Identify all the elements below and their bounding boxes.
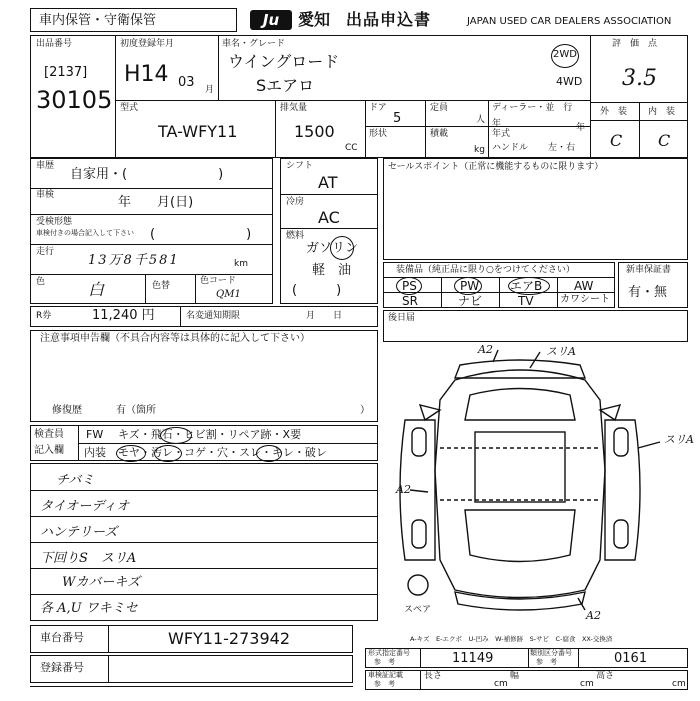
length-label: 長さ [424, 671, 443, 681]
size-row [365, 670, 688, 690]
equip-ps: PS [402, 279, 417, 293]
cc-unit: CC [345, 143, 358, 153]
color-code-value: QM1 [216, 289, 241, 300]
notice-label: 注意事項申告欄（不具合内容等は具体的に記入して下さい） [40, 333, 310, 344]
spare-label: スペア [404, 605, 432, 615]
org-name: 愛知 [298, 10, 331, 29]
ju-logo [250, 10, 292, 30]
bottom-stub [30, 686, 353, 701]
displacement-value: 1500 [294, 122, 335, 141]
storage-label: 車内保管・守衛保管 [39, 13, 157, 28]
lot-label: 出品番号 [36, 39, 73, 49]
ju-logo-text: Ju [262, 11, 280, 29]
equip-tv: TV [518, 294, 534, 308]
era-year: H14 [124, 62, 169, 87]
color-value: 白 [88, 280, 105, 299]
history-value: 自家用・( ) [70, 167, 224, 182]
model-year-unit: 年 [576, 123, 586, 133]
fw-label: FW [86, 428, 104, 441]
chassis-value: WFY11-273942 [168, 629, 291, 648]
diagram-mark-rear: A2 [586, 609, 601, 622]
interior-items: モヤ・汚レ・コゲ・穴・スレ・キレ・破レ [118, 446, 327, 459]
fuel-other: ( ) [292, 283, 342, 298]
color-label: 色 [36, 277, 46, 287]
length-unit: cm [494, 679, 508, 689]
fuel-value: ガソリン [306, 241, 359, 256]
ac-value: AC [318, 208, 340, 227]
model-year-label: 年式 [492, 129, 511, 139]
diagram-mark-front: スリA [546, 345, 576, 358]
mileage-unit: km [234, 259, 248, 269]
capacity-label: 定員 [430, 103, 449, 113]
car-name-label: 車名・グレード [222, 39, 286, 49]
first-reg-label: 初度登録年月 [120, 39, 175, 49]
sales-point-label: セールスポイント（正常に機能するものに限ります） [388, 162, 604, 172]
entry-label: 記入欄 [34, 445, 64, 456]
door-label: ドア [369, 103, 387, 113]
recycle-value: 11,240 円 [92, 308, 155, 323]
later-box [383, 310, 688, 342]
fuel-label: 燃料 [286, 231, 305, 241]
interior-grade: C [658, 131, 671, 150]
lot-number: 30105 [36, 86, 113, 114]
type-sub: 参 考 [374, 658, 395, 666]
class-label: 類別区分番号 [530, 649, 572, 657]
mileage-value: 13万8千581 [88, 253, 180, 268]
sales-point-box [383, 158, 688, 260]
warranty-value: 有・無 [628, 285, 668, 300]
equip-sr: SR [402, 294, 418, 308]
lot-sub: [2137] [44, 65, 88, 80]
class-sub: 参 考 [536, 658, 557, 666]
note-line-1: チバミ [56, 473, 95, 488]
warranty-label: 新車保証書 [626, 265, 672, 275]
diagram-mark-right: スリA [664, 433, 694, 446]
fw-items: キズ・飛石・ヒビ割・リペア跡・X要 [118, 428, 302, 441]
dealer-label: ディーラー・並 行 [492, 103, 573, 113]
size-sub: 参 考 [374, 680, 395, 688]
history-label: 車歴 [36, 161, 55, 171]
damage-legend: A-キズ E-エクボ U-凹み W-補修跡 S-サビ C-腐食 XX-交換済 [410, 635, 613, 643]
note-line-3: ハンテリーズ [40, 525, 118, 540]
name-change-value: 月 日 [306, 311, 343, 321]
interior-circle-1 [116, 445, 146, 462]
height-unit: cm [672, 679, 686, 689]
repair-label: 修復歴 [52, 405, 82, 416]
equip-airbag: エアB [510, 279, 543, 293]
storage-label-box [30, 8, 237, 32]
association-name: JAPAN USED CAR DEALERS ASSOCIATION [467, 16, 672, 27]
transfer-sub: 車検付きの場合記入して下さい [36, 229, 134, 237]
class-value: 0161 [614, 651, 648, 666]
later-label: 後日届 [388, 313, 416, 323]
inspector-label: 検査員 [34, 429, 64, 440]
width-unit: cm [580, 679, 594, 689]
equip-pw-circle [454, 277, 482, 295]
equip-leather: カワシート [560, 294, 610, 305]
equip-pw: PW [460, 279, 480, 293]
fuel-alt: 軽 油 [312, 263, 352, 278]
exterior-label: 外 装 [600, 107, 628, 117]
interior-entry-label: 内装 [84, 446, 106, 459]
fw-circle [160, 427, 192, 444]
interior-circle-2 [154, 445, 182, 462]
handle-label: ハンドル [492, 143, 529, 153]
displacement-label: 排気量 [280, 103, 308, 113]
recycle-label: R券 [36, 311, 52, 321]
size-label: 車検証記載 [368, 671, 403, 679]
transfer-label: 受検形態 [36, 217, 73, 227]
equip-ps-circle [396, 277, 422, 295]
diagram-mark-left: A2 [396, 483, 411, 496]
diagram-mark-front-left: A2 [478, 343, 493, 356]
height-label: 高さ [596, 671, 615, 681]
car-name: ウイングロード [228, 52, 340, 71]
shift-label: シフト [286, 161, 314, 171]
chassis-label: 車台番号 [40, 631, 84, 644]
repair-value: 有（箇所 [116, 405, 156, 416]
shift-value: AT [318, 173, 338, 192]
equip-navi: ナビ [458, 294, 483, 308]
note-line-2: タイオーディオ [40, 499, 130, 514]
equip-airbag-circle [508, 277, 550, 295]
ac-label: 冷房 [286, 197, 305, 207]
note-line-5: Wカバーキズ [62, 575, 141, 590]
door-value: 5 [393, 111, 402, 126]
mileage-label: 走行 [36, 247, 55, 257]
shape-label: 形状 [369, 129, 388, 139]
note-line-6: 各 A,U ワキミセ [40, 601, 138, 616]
drive-2wd: 2WD [553, 49, 577, 60]
repair-close: ） [360, 405, 370, 416]
color-code-label: 色コード [200, 276, 237, 286]
handle-value: 左・右 [548, 143, 576, 153]
month-unit: 月 [205, 85, 215, 95]
reg-month: 03 [178, 75, 195, 90]
car-grade: Sエアロ [256, 76, 315, 95]
model-value: TA-WFY11 [158, 122, 238, 141]
equip-aw: AW [574, 279, 594, 293]
form-title: 出品申込書 [346, 10, 432, 29]
inspection-value: 年 月(日) [118, 195, 194, 210]
note-line-4: 下回りS スリA [40, 551, 137, 566]
type-value: 11149 [452, 651, 494, 666]
color-change-label: 色替 [152, 281, 171, 291]
exterior-grade: C [610, 131, 623, 150]
interior-label: 内 装 [648, 107, 676, 117]
capacity-unit: 人 [476, 115, 486, 125]
model-label: 型式 [120, 103, 139, 113]
drive-4wd: 4WD [556, 75, 583, 88]
kg-unit: kg [474, 145, 485, 155]
width-label: 幅 [510, 671, 520, 681]
type-label: 形式指定番号 [368, 649, 410, 657]
inspection-label: 車検 [36, 190, 55, 200]
model-year-prefix: 年 [492, 119, 502, 129]
interior-circle-3 [256, 445, 282, 462]
reg-label: 登録番号 [40, 661, 84, 674]
name-change-label: 名変通知期限 [186, 311, 241, 321]
eval-score: 3.5 [622, 66, 657, 91]
transfer-value: ( ) [150, 227, 252, 242]
eval-label: 評 価 点 [612, 39, 658, 49]
load-label: 積載 [430, 129, 449, 139]
equipment-label: 装備品（純正品に限り○をつけてください） [396, 265, 575, 275]
